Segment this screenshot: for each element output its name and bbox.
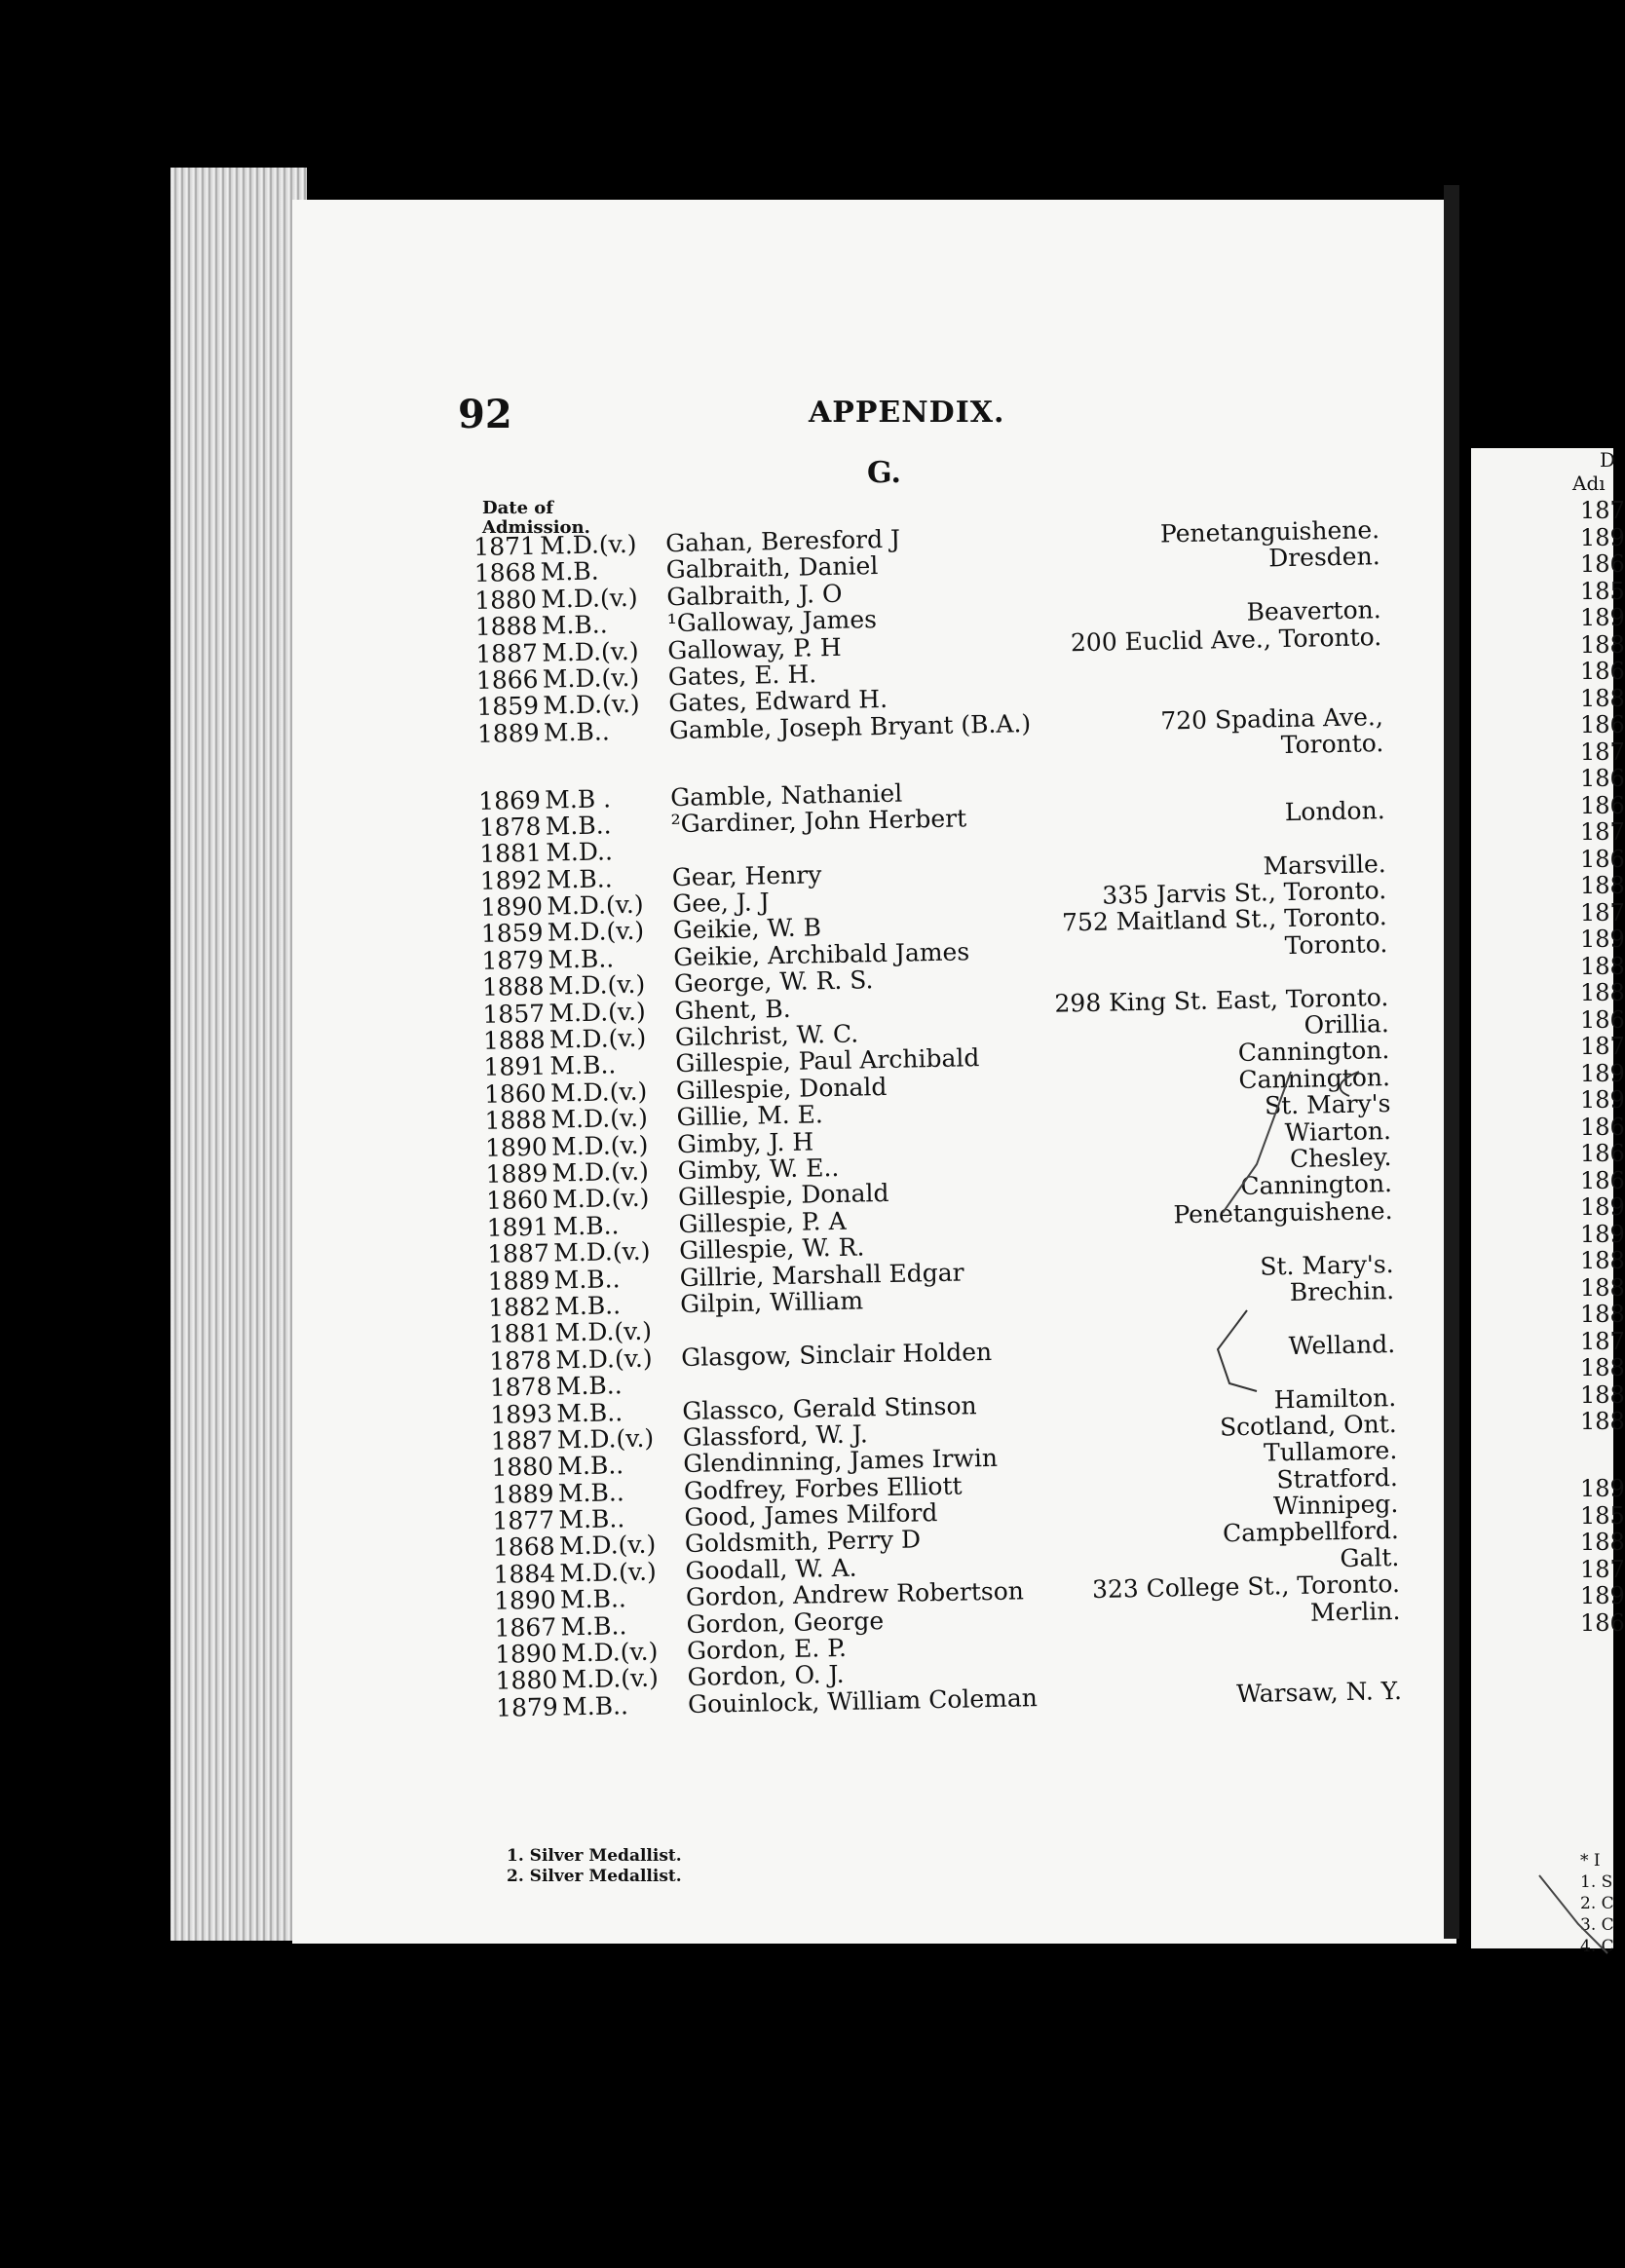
- degree: M.D.(v.): [559, 1557, 658, 1588]
- right-page-text: 3. C: [1580, 1915, 1614, 1935]
- degree: M.B..: [545, 811, 612, 841]
- right-page-text: 188: [1580, 952, 1625, 980]
- member-name: George, W. R. S.: [673, 965, 874, 999]
- residence: Tullamore.: [1263, 1436, 1398, 1467]
- admission-year: 1889: [487, 1266, 550, 1296]
- degree: M.D.(v.): [560, 1637, 659, 1668]
- right-page-text: 188: [1580, 1247, 1625, 1274]
- residence: 298 King St. East, Toronto.: [1054, 982, 1389, 1018]
- member-name: Galloway, P. H: [667, 632, 842, 664]
- residence: Cannington.: [1238, 1062, 1391, 1094]
- admission-year: 1860: [483, 1078, 547, 1109]
- admission-year: 1888: [482, 1025, 546, 1055]
- right-page-text: 186: [1580, 1166, 1625, 1194]
- residence: Penetanguishene.: [1159, 515, 1380, 548]
- admission-year: 1887: [490, 1425, 553, 1455]
- admission-year: 1880: [495, 1665, 558, 1696]
- member-name: Gouinlock, William Coleman: [687, 1682, 1039, 1719]
- right-page-text: D: [1600, 448, 1616, 472]
- degree: M.D.(v.): [547, 889, 644, 921]
- member-name: Good, James Milford: [684, 1498, 938, 1532]
- degree: M.B..: [553, 1291, 622, 1321]
- degree: M.D.(v.): [539, 529, 637, 560]
- member-name: Gates, Edward H.: [668, 685, 888, 718]
- member-name: Gimby, W. E..: [677, 1153, 840, 1186]
- admission-year: 1878: [478, 812, 542, 842]
- pencil-tick-mark: [1341, 1072, 1359, 1096]
- degree: M.D.(v.): [552, 1236, 651, 1267]
- residence: Brechin.: [1289, 1275, 1395, 1306]
- degree: M.B..: [557, 1451, 624, 1481]
- member-name: Glassco, Gerald Stinson: [682, 1390, 977, 1425]
- admission-year: 1888: [484, 1105, 548, 1136]
- degree: M.B..: [541, 610, 608, 640]
- member-name: Gordon, O. J.: [687, 1660, 845, 1692]
- member-name: Gillespie, Donald: [677, 1179, 889, 1212]
- right-page-text: 186: [1580, 1608, 1625, 1637]
- degree: M.B..: [556, 1397, 624, 1428]
- right-page-text: 186: [1580, 1113, 1625, 1141]
- degree: M.B..: [549, 1050, 617, 1081]
- admission-year: 1890: [494, 1639, 557, 1669]
- admission-year: 1887: [475, 638, 539, 668]
- admission-year: 1878: [489, 1372, 552, 1402]
- member-name: Gamble, Joseph Bryant (B.A.): [668, 708, 1032, 744]
- right-page-text: Adı: [1572, 472, 1606, 495]
- admission-year: 1877: [492, 1505, 555, 1535]
- member-name: Glassford, W. J.: [682, 1419, 869, 1452]
- residence: Merlin.: [1309, 1596, 1401, 1627]
- pencil-tick-mark: [1218, 1310, 1257, 1391]
- right-page-text: 188: [1580, 1529, 1625, 1556]
- admission-year: 1889: [491, 1479, 554, 1509]
- residence: 335 Jarvis St., Toronto.: [1102, 876, 1387, 910]
- residence: 752 Maitland St., Toronto.: [1061, 902, 1387, 937]
- admission-year: 1860: [485, 1186, 549, 1216]
- residence: Campbellford.: [1222, 1516, 1400, 1548]
- degree: M.D.(v.): [548, 997, 646, 1028]
- member-name: Godfrey, Forbes Elliott: [683, 1471, 963, 1505]
- residence: Penetanguishene.: [1173, 1195, 1393, 1229]
- residence: Winnipeg.: [1272, 1490, 1399, 1521]
- admission-year: 1890: [480, 891, 544, 923]
- degree: M.D.(v.): [548, 969, 646, 1001]
- right-page-text: 187: [1580, 1555, 1625, 1583]
- page-number: 92: [458, 392, 512, 437]
- degree: M.B.: [540, 556, 599, 587]
- admission-year: 1879: [495, 1692, 559, 1722]
- admission-year: 1889: [476, 718, 540, 748]
- degree: M.D.(v.): [550, 1130, 649, 1161]
- degree: M.D.(v.): [542, 662, 640, 694]
- member-name: Gillespie, Paul Archibald: [675, 1043, 980, 1078]
- right-page-text: 186: [1580, 711, 1625, 738]
- admission-year: 1878: [489, 1345, 552, 1376]
- member-name: Glendinning, James Irwin: [683, 1444, 999, 1479]
- degree: M.B..: [558, 1504, 625, 1534]
- admission-year: 1869: [477, 785, 542, 815]
- residence: Cannington.: [1240, 1169, 1393, 1201]
- running-head: APPENDIX.: [809, 396, 1005, 430]
- member-name: Gimby, J. H: [676, 1127, 814, 1158]
- residence: Orillia.: [1304, 1009, 1390, 1040]
- member-name: Geikie, Archibald James: [673, 937, 970, 971]
- right-page-text: 189: [1580, 1582, 1625, 1609]
- degree: M.B..: [560, 1610, 627, 1642]
- right-page-text: 188: [1580, 1273, 1625, 1302]
- member-name: Gamble, Nathaniel: [669, 778, 903, 812]
- right-page-text: 187: [1580, 1033, 1625, 1060]
- residence: Beaverton.: [1246, 595, 1381, 626]
- right-page-text: 189: [1580, 604, 1625, 631]
- pencil-mark-right-page: [1539, 1875, 1607, 1953]
- residence: Wiarton.: [1284, 1115, 1392, 1147]
- right-page-text: 188: [1580, 630, 1625, 659]
- degree: M.B..: [561, 1690, 629, 1721]
- right-page-text: 187: [1580, 1327, 1625, 1355]
- right-page-text: 189: [1580, 523, 1625, 551]
- residence: Toronto.: [1280, 729, 1384, 760]
- right-page-text: 188: [1580, 684, 1625, 712]
- member-name: Gear, Henry: [671, 859, 822, 891]
- member-name: Gilpin, William: [679, 1286, 864, 1319]
- right-page-text: 187: [1580, 737, 1625, 766]
- admission-year: 1881: [479, 839, 543, 869]
- residence: London.: [1284, 795, 1385, 826]
- right-page-text: 185: [1580, 1501, 1625, 1530]
- admission-year: 1889: [485, 1158, 548, 1189]
- member-name: ¹Galloway, James: [666, 605, 878, 638]
- admission-year: 1888: [481, 971, 545, 1002]
- right-page-text: 189: [1580, 1059, 1625, 1087]
- member-name: Goodall, W. A.: [685, 1553, 857, 1585]
- admission-year: 1892: [479, 865, 543, 895]
- member-name: Gillespie, W. R.: [678, 1232, 865, 1266]
- admission-year: 1880: [474, 585, 538, 615]
- degree: M.B..: [543, 717, 611, 747]
- member-name: Galbraith, Daniel: [665, 551, 879, 585]
- right-page-text: 188: [1580, 1354, 1625, 1381]
- right-page-text: 187: [1580, 898, 1625, 926]
- admission-year: 1881: [488, 1318, 551, 1349]
- degree: M.D.(v.): [556, 1423, 655, 1455]
- pencil-tick-mark: [1223, 1072, 1291, 1213]
- degree: M.D.(v.): [554, 1316, 653, 1347]
- member-name: Gilchrist, W. C.: [674, 1019, 859, 1052]
- degree: M.D.(v.): [547, 917, 645, 948]
- admission-year: 1882: [487, 1292, 551, 1322]
- degree: M.D.(v.): [555, 1343, 653, 1375]
- residence: Stratford.: [1276, 1462, 1399, 1494]
- degree: M.B..: [555, 1371, 623, 1401]
- right-page-text: 187: [1580, 497, 1625, 524]
- admission-year: 1887: [486, 1238, 550, 1269]
- admission-year: 1880: [491, 1452, 554, 1483]
- admission-year: 1866: [475, 664, 539, 695]
- right-page-text: 188: [1580, 1380, 1625, 1409]
- residence: Toronto.: [1284, 928, 1388, 960]
- residence: St. Mary's.: [1260, 1249, 1394, 1281]
- degree: M.D.(v.): [551, 1156, 650, 1188]
- residence: St. Mary's: [1264, 1089, 1391, 1120]
- residence: Warsaw, N. Y.: [1235, 1676, 1403, 1708]
- admission-year: 1890: [484, 1132, 548, 1162]
- degree: M.D..: [546, 837, 614, 867]
- right-page-text: 185: [1580, 577, 1625, 605]
- residence: 323 College St., Toronto.: [1091, 1569, 1401, 1605]
- admission-year: 1868: [473, 558, 537, 588]
- residence: Hamilton.: [1273, 1382, 1397, 1414]
- right-page-text: 186: [1580, 765, 1625, 792]
- admission-year: 1868: [492, 1532, 555, 1563]
- admission-year: 1867: [494, 1612, 557, 1643]
- member-name: Gillie, M. E.: [676, 1100, 824, 1132]
- admission-year: 1888: [474, 611, 538, 642]
- right-page-text: 189: [1580, 1475, 1625, 1502]
- degree: M.D.(v.): [561, 1663, 660, 1694]
- right-page-text: 188: [1580, 1301, 1625, 1328]
- admission-year: 1879: [481, 945, 545, 975]
- column-heading-line1: Date of: [482, 498, 554, 518]
- member-name: Goldsmith, Perry D: [684, 1525, 922, 1559]
- degree: M.B .: [544, 783, 612, 814]
- right-page-text: 189: [1580, 1193, 1625, 1221]
- footnote: 1. Silver Medallist.: [507, 1846, 682, 1866]
- residence: Welland.: [1288, 1329, 1396, 1360]
- right-page-text: 189: [1580, 926, 1625, 953]
- degree: M.B..: [552, 1211, 620, 1241]
- residence: Galt.: [1340, 1542, 1400, 1572]
- admission-year: 1884: [493, 1559, 556, 1589]
- admission-year: 1893: [490, 1399, 553, 1429]
- degree: M.D.(v.): [551, 1184, 650, 1214]
- degree: M.D.(v.): [543, 690, 640, 721]
- member-name: Glasgow, Sinclair Holden: [680, 1337, 993, 1372]
- member-name: ²Gardiner, John Herbert: [670, 804, 967, 839]
- degree: M.B..: [557, 1477, 624, 1508]
- right-page-text: 186: [1580, 658, 1625, 685]
- residence: Cannington.: [1237, 1036, 1390, 1068]
- right-page-text: * I: [1580, 1851, 1601, 1871]
- residence: Dresden.: [1267, 542, 1380, 573]
- right-page-text: 188: [1580, 1408, 1625, 1435]
- admission-year: 1890: [493, 1585, 556, 1616]
- member-name: Ghent, B.: [674, 994, 791, 1025]
- column-heading-line2: Admission.: [482, 517, 590, 538]
- right-page-text: 186: [1580, 791, 1625, 819]
- right-page-text: 189: [1580, 1086, 1625, 1114]
- residence: 200 Euclid Ave., Toronto.: [1070, 622, 1382, 657]
- right-page-text: 187: [1580, 818, 1625, 846]
- degree: M.D.(v.): [549, 1077, 648, 1108]
- residence: Marsville.: [1263, 849, 1386, 881]
- member-name: Gahan, Beresford J: [664, 524, 901, 558]
- right-page-text: 186: [1580, 550, 1625, 578]
- degree: M.B..: [546, 864, 613, 894]
- member-name: Gates, E. H.: [667, 660, 817, 692]
- right-page-text: 186: [1580, 1005, 1625, 1034]
- degree: M.D.(v.): [550, 1103, 649, 1134]
- footnote: 2. Silver Medallist.: [507, 1867, 682, 1886]
- right-page-text: 188: [1580, 872, 1625, 899]
- residence: Chesley.: [1289, 1143, 1392, 1174]
- right-page-text: 2. C: [1580, 1894, 1614, 1913]
- member-name: Gee, J. J: [672, 888, 771, 919]
- member-name: Gillespie, Donald: [675, 1072, 888, 1105]
- right-page-text: 4. C: [1580, 1937, 1614, 1956]
- degree: M.B..: [559, 1584, 627, 1614]
- admission-year: 1859: [476, 692, 540, 722]
- member-name: Gillespie, P. A: [678, 1206, 847, 1238]
- admission-year: 1891: [486, 1212, 549, 1242]
- degree: M.D.(v.): [548, 1023, 647, 1054]
- member-name: Gordon, Andrew Robertson: [685, 1576, 1025, 1612]
- admission-year: 1859: [480, 919, 544, 949]
- member-name: Gordon, George: [686, 1606, 885, 1639]
- degree: M.D.(v.): [541, 583, 638, 614]
- degree: M.D.(v.): [558, 1531, 657, 1561]
- admission-year: 1871: [472, 531, 537, 561]
- right-page-text: 186: [1580, 1140, 1625, 1167]
- right-page-text: 1. S: [1580, 1872, 1613, 1892]
- right-page-text: 188: [1580, 979, 1625, 1006]
- member-name: Geikie, W. B: [672, 913, 822, 945]
- degree: M.D.(v.): [542, 636, 639, 667]
- member-name: Gillrie, Marshall Edgar: [679, 1258, 964, 1292]
- residence: 720 Spadina Ave.,: [1160, 701, 1384, 736]
- section-letter: G.: [867, 456, 901, 490]
- member-name: Galbraith, J. O: [665, 579, 843, 611]
- member-name: Gordon, E. P.: [686, 1633, 848, 1666]
- degree: M.B..: [553, 1264, 621, 1295]
- degree: M.B..: [548, 944, 615, 974]
- right-page-text: 189: [1580, 1220, 1625, 1248]
- residence: Scotland, Ont.: [1219, 1409, 1397, 1442]
- right-page-text: 186: [1580, 845, 1625, 873]
- admission-year: 1891: [483, 1052, 547, 1082]
- admission-year: 1857: [482, 999, 546, 1029]
